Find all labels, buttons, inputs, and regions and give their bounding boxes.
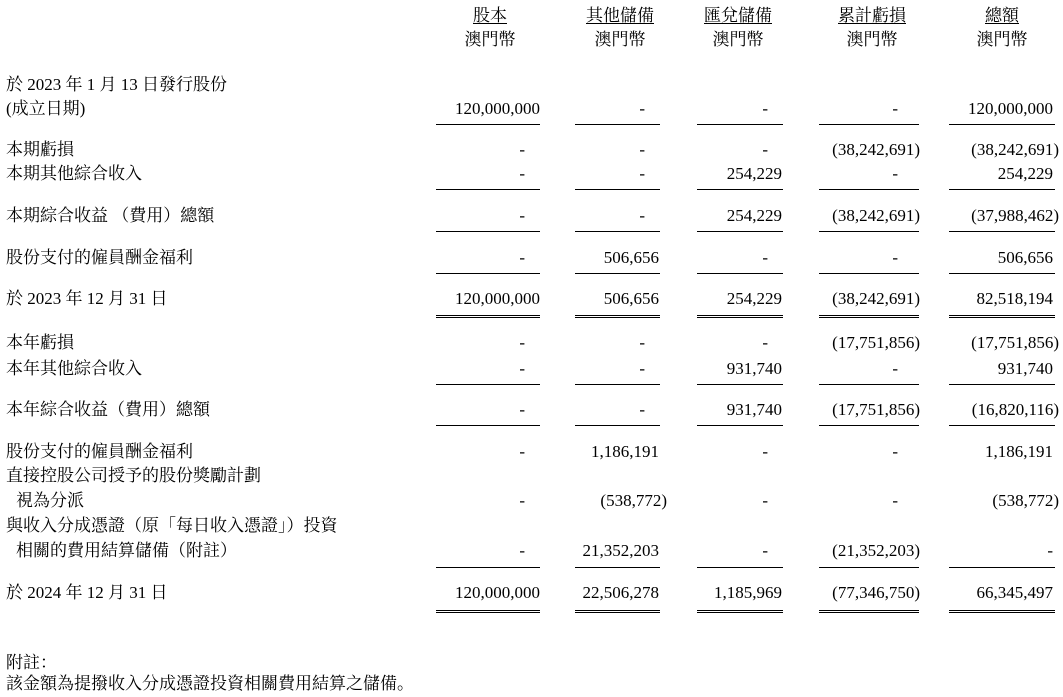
col-header-total: [952, 4, 1052, 52]
table-row: [0, 162, 1063, 186]
cell-exchange-reserve: -: [762, 248, 768, 267]
cell-exchange-reserve: 254,229: [726, 206, 782, 225]
table-row: [0, 331, 1063, 355]
note-text: 該金額為提撥收入分成憑證投資相關費用結算之儲備。: [6, 674, 414, 693]
rule-line: [949, 384, 1055, 385]
table-row: [0, 398, 1063, 422]
cell-total: 931,740: [997, 359, 1053, 378]
double-rule-line: [575, 315, 660, 318]
row-label: 於 2023 年 12 月 31 日: [6, 289, 168, 308]
table-row: [0, 97, 1063, 121]
cell-accumulated-losses: -: [892, 248, 898, 267]
cell-accumulated-losses: -: [892, 164, 898, 183]
cell-share-capital: -: [519, 248, 525, 267]
rule-line: [949, 425, 1055, 426]
rule-line: [819, 425, 919, 426]
cell-other-reserves: 21,352,203: [582, 541, 659, 560]
cell-accumulated-losses: (21,352,203): [832, 541, 920, 560]
cell-exchange-reserve: 254,229: [726, 164, 782, 183]
row-label: 本期綜合收益 （費用）總額: [6, 206, 215, 225]
rule-line: [575, 425, 660, 426]
cell-other-reserves: -: [639, 140, 645, 159]
cell-accumulated-losses: -: [892, 359, 898, 378]
cell-share-capital: -: [519, 333, 525, 352]
row-label: 直接控股公司授予的股份獎勵計劃: [6, 466, 261, 485]
rule-line: [436, 567, 540, 568]
cell-other-reserves: -: [639, 99, 645, 118]
rule-line: [949, 567, 1055, 568]
cell-exchange-reserve: -: [762, 333, 768, 352]
cell-total: 82,518,194: [976, 289, 1053, 308]
table-row: [0, 204, 1063, 228]
double-rule-line: [575, 610, 660, 613]
rule-line: [575, 567, 660, 568]
rule-line: [575, 124, 660, 125]
row-label: 股份支付的僱員酬金福利: [6, 442, 193, 461]
cell-exchange-reserve: -: [762, 99, 768, 118]
col-unit: 澳門幣: [594, 30, 646, 49]
cell-share-capital: -: [519, 491, 525, 510]
table-row: [0, 357, 1063, 381]
rule-line: [697, 231, 783, 232]
table-row: [0, 581, 1063, 605]
cell-share-capital: 120,000,000: [455, 289, 540, 308]
cell-share-capital: -: [519, 164, 525, 183]
cell-exchange-reserve: 1,185,969: [714, 583, 782, 602]
cell-total: 120,000,000: [968, 99, 1053, 118]
rule-line: [697, 384, 783, 385]
row-label: 與收入分成憑證（原「每日收入憑證」）投資: [6, 516, 338, 535]
cell-exchange-reserve: -: [762, 491, 768, 510]
rule-line: [436, 273, 540, 274]
cell-other-reserves: 506,656: [603, 289, 659, 308]
cell-other-reserves: (538,772): [600, 491, 667, 510]
rule-line: [819, 384, 919, 385]
cell-share-capital: -: [519, 140, 525, 159]
cell-total: -: [1047, 541, 1053, 560]
table-row: [0, 440, 1063, 464]
cell-other-reserves: -: [639, 333, 645, 352]
note-title: 附註：: [6, 653, 57, 672]
double-rule-line: [949, 315, 1055, 318]
double-rule-line: [436, 610, 540, 613]
cell-share-capital: -: [519, 442, 525, 461]
cell-total: (37,988,462): [971, 206, 1059, 225]
col-header-exchange-reserve: [688, 4, 788, 52]
cell-share-capital: -: [519, 541, 525, 560]
cell-exchange-reserve: 254,229: [726, 289, 782, 308]
col-header-accumulated-losses: [822, 4, 922, 52]
rule-line: [697, 567, 783, 568]
rule-line: [575, 189, 660, 190]
cell-share-capital: 120,000,000: [455, 99, 540, 118]
col-header-share-capital: [440, 4, 540, 52]
cell-total: (16,820,116): [971, 400, 1059, 419]
col-unit: 澳門幣: [976, 30, 1028, 49]
col-unit: 澳門幣: [712, 30, 764, 49]
table-row: [0, 539, 1063, 563]
rule-line: [436, 189, 540, 190]
row-label: 本年其他綜合收入: [6, 359, 142, 378]
cell-other-reserves: 1,186,191: [591, 442, 659, 461]
cell-share-capital: -: [519, 359, 525, 378]
double-rule-line: [436, 315, 540, 318]
row-label: 於 2023 年 1 月 13 日發行股份: [6, 75, 227, 94]
rule-line: [949, 231, 1055, 232]
col-unit: 澳門幣: [846, 30, 898, 49]
cell-other-reserves: -: [639, 206, 645, 225]
rule-line: [436, 231, 540, 232]
cell-exchange-reserve: 931,740: [726, 359, 782, 378]
col-header-other-reserves: [570, 4, 670, 52]
cell-accumulated-losses: (77,346,750): [832, 583, 920, 602]
col-unit: 澳門幣: [464, 30, 516, 49]
cell-total: 506,656: [997, 248, 1053, 267]
cell-exchange-reserve: 931,740: [726, 400, 782, 419]
rule-line: [697, 189, 783, 190]
rule-line: [949, 273, 1055, 274]
cell-accumulated-losses: -: [892, 442, 898, 461]
row-label: 股份支付的僱員酬金福利: [6, 248, 193, 267]
cell-accumulated-losses: -: [892, 491, 898, 510]
cell-other-reserves: -: [639, 164, 645, 183]
cell-share-capital: -: [519, 400, 525, 419]
table-row: [0, 489, 1063, 513]
row-label: 本期虧損: [6, 140, 74, 159]
rule-line: [575, 273, 660, 274]
col-title: 股本: [473, 6, 507, 25]
rule-line: [819, 567, 919, 568]
col-title: 累計虧損: [838, 6, 906, 25]
cell-other-reserves: -: [639, 359, 645, 378]
row-label: 本期其他綜合收入: [6, 164, 142, 183]
rule-line: [436, 425, 540, 426]
cell-total: 66,345,497: [976, 583, 1053, 602]
rule-line: [575, 231, 660, 232]
table-row: [0, 138, 1063, 162]
rule-line: [697, 124, 783, 125]
row-label: 本年綜合收益（費用）總額: [6, 400, 210, 419]
cell-accumulated-losses: (38,242,691): [832, 206, 920, 225]
rule-line: [949, 189, 1055, 190]
cell-total: (38,242,691): [971, 140, 1059, 159]
cell-accumulated-losses: (17,751,856): [832, 333, 920, 352]
rule-line: [697, 273, 783, 274]
cell-share-capital: 120,000,000: [455, 583, 540, 602]
cell-total: (538,772): [992, 491, 1059, 510]
cell-exchange-reserve: -: [762, 541, 768, 560]
row-label: 視為分派: [16, 491, 84, 510]
cell-accumulated-losses: (38,242,691): [832, 289, 920, 308]
table-row: [0, 287, 1063, 311]
col-title: 匯兌儲備: [704, 6, 772, 25]
row-label: (成立日期): [6, 99, 86, 118]
cell-other-reserves: 22,506,278: [582, 583, 659, 602]
double-rule-line: [819, 315, 919, 318]
rule-line: [575, 384, 660, 385]
cell-other-reserves: 506,656: [603, 248, 659, 267]
double-rule-line: [697, 610, 783, 613]
cell-exchange-reserve: -: [762, 140, 768, 159]
double-rule-line: [697, 315, 783, 318]
cell-accumulated-losses: (38,242,691): [832, 140, 920, 159]
rule-line: [819, 273, 919, 274]
double-rule-line: [819, 610, 919, 613]
cell-total: 254,229: [997, 164, 1053, 183]
cell-exchange-reserve: -: [762, 442, 768, 461]
rule-line: [819, 124, 919, 125]
rule-line: [436, 124, 540, 125]
cell-share-capital: -: [519, 206, 525, 225]
cell-accumulated-losses: -: [892, 99, 898, 118]
table-row: [0, 246, 1063, 270]
cell-total: (17,751,856): [971, 333, 1059, 352]
rule-line: [949, 124, 1055, 125]
col-title: 總額: [985, 6, 1019, 25]
col-title: 其他儲備: [586, 6, 654, 25]
cell-total: 1,186,191: [985, 442, 1053, 461]
rule-line: [819, 231, 919, 232]
row-label: 本年虧損: [6, 333, 74, 352]
row-label: 相關的費用結算儲備（附註）: [16, 541, 237, 560]
double-rule-line: [949, 610, 1055, 613]
rule-line: [436, 384, 540, 385]
rule-line: [819, 189, 919, 190]
row-label: 於 2024 年 12 月 31 日: [6, 583, 168, 602]
cell-accumulated-losses: (17,751,856): [832, 400, 920, 419]
rule-line: [697, 425, 783, 426]
cell-other-reserves: -: [639, 400, 645, 419]
